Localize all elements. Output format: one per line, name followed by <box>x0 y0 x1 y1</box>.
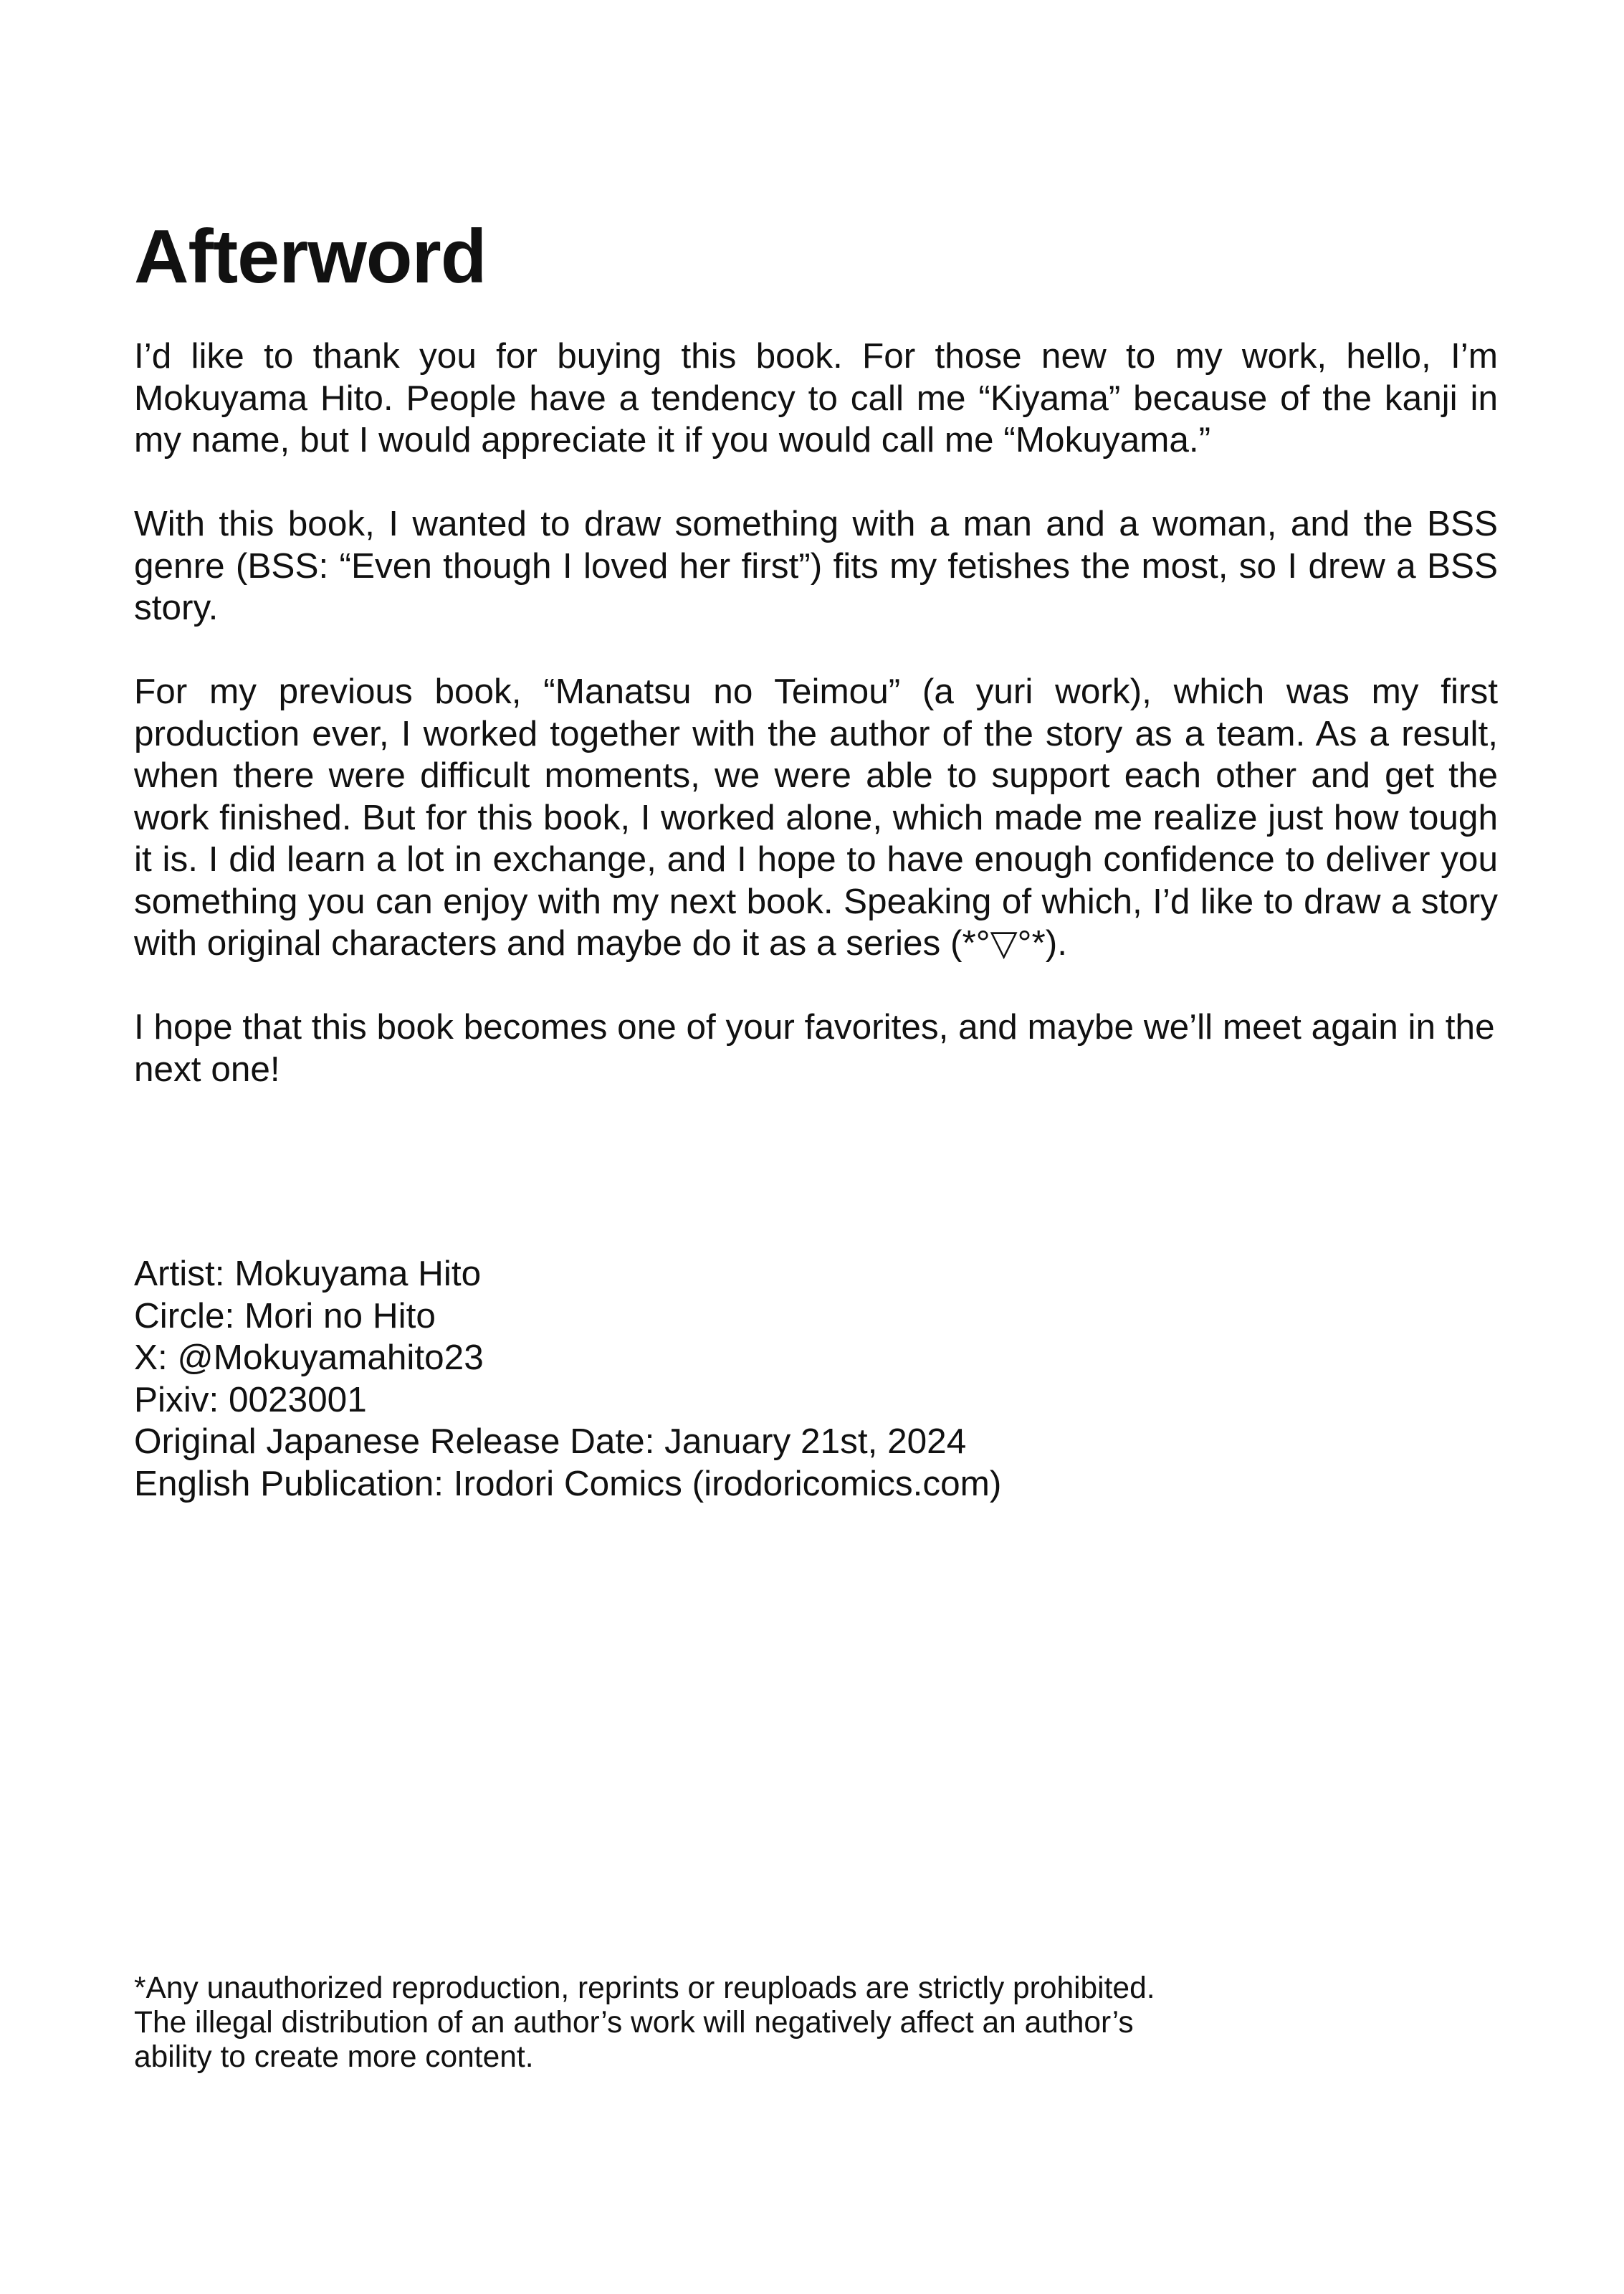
notice-line-1: *Any unauthorized reproduction, reprints or reuploads are strictly prohibited. <box>134 1971 1155 2005</box>
credit-pixiv: Pixiv: 0023001 <box>134 1379 367 1419</box>
notice-line-2: The illegal distribution of an author’s work will negatively affect an author’s <box>134 2006 1134 2040</box>
credit-publication: English Publication: Irodori Comics (irodoricomics.com) <box>134 1463 1002 1503</box>
page-title: Afterword <box>134 214 487 299</box>
credit-circle: Circle: Mori no Hito <box>134 1295 436 1336</box>
paragraph-thanks: I’d like to thank you for buying this book. For those new to my work, hello, I’m Mokuyama Hito. People have a tendency to call me “Kiyama” because of the kanji in my name, but I would appreciate it if you would call me “Mokuyama.” <box>134 336 1498 460</box>
paragraph-closing: I hope that this book becomes one of your favorites, and maybe we’ll meet again in the next one! <box>134 1007 1495 1089</box>
credit-release-date: Original Japanese Release Date: January 21st, 2024 <box>134 1422 967 1461</box>
paragraph-previous-book: For my previous book, “Manatsu no Teimou” (a yuri work), which was my first production ever, I worked together with the author of the story as a team. As a result, when there were difficult moments, we were able to support each other and get the work finished. But for this book, I worked alone, which made me realize just how tough it is. I did learn a lot in exchange, and I hope to have enough confidence to deliver you something you can enjoy with my next book. Speaking of which, I’d like to draw a story with original characters and maybe do it as a series (*°▽°*). <box>134 672 1498 963</box>
copyright-notice <box>134 1971 1338 2075</box>
paragraph-bss: With this book, I wanted to draw something with a man and a woman, and the BSS genre (BSS: “Even though I loved her first”) fits my fetishes the most, so I drew a BSS story. <box>134 504 1498 627</box>
notice-line-3: ability to create more content. <box>134 2040 534 2074</box>
credit-x-handle: X: @Mokuyamahito23 <box>134 1338 484 1377</box>
afterword-page <box>134 0 1498 2294</box>
credit-artist: Artist: Mokuyama Hito <box>134 1254 482 1293</box>
credits-block <box>134 1253 1498 1505</box>
afterword-body <box>134 335 1498 1133</box>
